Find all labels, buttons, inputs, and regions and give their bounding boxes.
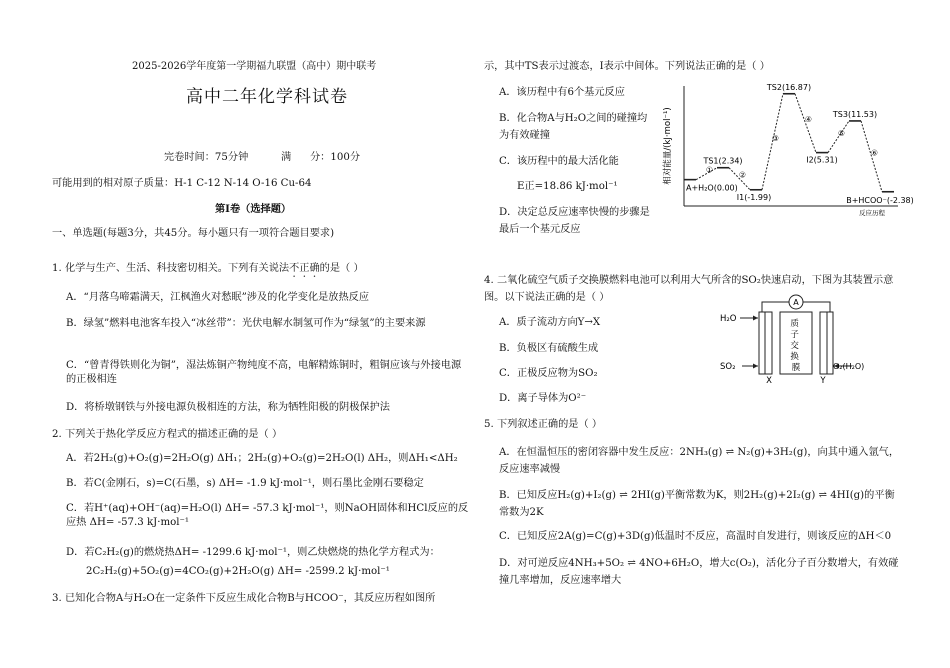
q4-option-b: B．负极区有硫酸生成 [499, 343, 599, 354]
chart-x-label: 反应历程 [859, 209, 885, 217]
q2-option-b: B．若C(金刚石，s)=C(石墨，s) ΔH= -1.9 kJ·mol⁻¹，则石墨比金刚石要稳定 [66, 478, 424, 489]
q2-option-a: A．若2H₂(g)+O₂(g)=2H₂O(g) ΔH₁；2H₂(g)+O₂(g)=2H₂O(l) ΔH₂，则ΔH₁<ΔH₂ [66, 453, 458, 464]
o2-label: O₂(H₂O) [833, 362, 865, 371]
so2-label: SO₂ [720, 362, 736, 372]
electrode-x-label: X [766, 376, 772, 386]
step-marker-2: ③ [771, 133, 780, 143]
section-heading: 第Ⅰ卷（选择题） [215, 203, 292, 215]
energy-label-4: Ⅰ2(5.31) [806, 155, 838, 165]
q3-option-b: B．化合物A与H₂O之间的碰撞均为有效碰撞 [499, 113, 648, 141]
q1-stem-b: 的是（ ） [319, 263, 364, 274]
q5-option-c: C．已知反应2A(g)=C(g)+3D(g)低温时不反应，高温时自发进行，则该反应的ΔH＜0 [499, 531, 892, 542]
electrode-x [759, 312, 765, 374]
energy-label-1: TS1(2.34) [703, 156, 743, 166]
q2-option-d-line1: D．若C₂H₂(g)的燃烧热ΔH= -1299.6 kJ·mol⁻¹，则乙炔燃烧的热化学方程式为： [66, 547, 440, 558]
q1-option-d: D．将桥墩钢铁与外接电源负极相连的方法，称为牺牲阳极的阴极保护法 [66, 402, 390, 413]
q3-stem-left: 3. 已知化合物A与H₂O在一定条件下反应生成化合物B与HCOO⁻，其反应历程如图所 [52, 593, 436, 604]
atomic-masses: 可能用到的相对原子质量：H-1 C-12 N-14 O-16 Cu-64 [52, 178, 312, 189]
chart-y-label: 相对能量/(kJ·mol⁻¹) [663, 107, 673, 185]
energy-label-2: Ⅰ1(-1.99) [736, 192, 772, 202]
q3-option-d: D．决定总反应速率快慢的步骤是最后一个基元反应 [499, 207, 650, 235]
ammeter-label: A [793, 298, 799, 307]
q2-stem: 2. 下列关于热化学反应方程式的描述正确的是（ ） [52, 429, 283, 440]
q2-option-d-line2: 2C₂H₂(g)+5O₂(g)=4CO₂(g)+2H₂O(g) ΔH= -2599.2 kJ·mol⁻¹ [86, 566, 390, 577]
section-instructions: 一、单选题(每题3分，共45分。每小题只有一项符合题目要求) [52, 228, 335, 239]
chamber-right [820, 312, 827, 374]
step-marker-4: ⑤ [837, 128, 846, 138]
q4-option-a: A．质子流动方向Y→X [499, 317, 601, 328]
q3-option-a: A．该历程中有6个基元反应 [499, 87, 625, 98]
h2o-arrowhead [753, 316, 758, 321]
q4-option-d: D．离子导体为O²⁻ [499, 393, 587, 404]
q5-stem: 5. 下列叙述正确的是（ ） [484, 419, 603, 430]
q1-stem-emph: 不正确 [289, 263, 320, 274]
electrode-y-label: Y [820, 376, 826, 386]
membrane-label: 质 子 交 换 膜 [790, 319, 801, 373]
score-label-a: 满 [281, 152, 292, 163]
energy-label-6: B+HCOO⁻(-2.38) [846, 195, 914, 205]
q5-option-a: A．在恒温恒压的密闭容器中发生反应：2NH₃(g) ⇌ N₂(g)+3H₂(g)，向其中通入氩气，反应速率减慢 [499, 447, 900, 475]
fuel-cell-diagram [718, 292, 878, 384]
q2-option-c: C．若H⁺(aq)+OH⁻(aq)=H₂O(l) ΔH= -57.3 kJ·mol⁻¹，则NaOH固体和HCl反应的反应热 ΔH= -57.3 kJ·mol⁻¹ [66, 503, 469, 528]
chamber-left [765, 312, 772, 374]
chart-marks [684, 83, 914, 205]
q4-stem: 4. 二氧化硫空气质子交换膜燃料电池可以利用大气所含的SO₂快速启动，下图为其装置示意图。以下说法正确的是（ ） [484, 275, 894, 303]
h2o-label: H₂O [720, 314, 737, 324]
step-marker-0: ① [705, 165, 714, 175]
q3-option-c-energy: E正=18.86 kJ·mol⁻¹ [517, 181, 618, 192]
exam-header-line: 2025-2026学年度第一学期福九联盟（高中）期中联考 [132, 61, 377, 72]
energy-label-5: TS3(11.53) [832, 109, 878, 119]
q4-option-c: C．正极反应物为SO₂ [499, 368, 598, 379]
page-title: 高中二年化学科试卷 [186, 87, 348, 107]
q5-option-b: B．已知反应H₂(g)+I₂(g) ⇌ 2HI(g)平衡常数为K，则2H₂(g)+2I₂(g) ⇌ 4HI(g)的平衡常数为2K [499, 490, 895, 518]
step-marker-3: ④ [804, 115, 813, 125]
time-label: 完卷时间：75分钟 [164, 152, 249, 163]
so2-arrowhead [753, 364, 758, 369]
q1-option-c: C．“曾青得铁则化为铜”，湿法炼铜产物纯度不高，电解精炼铜时，粗铜应该与外接电源的正极相连 [66, 360, 462, 385]
q1-stem [52, 262, 364, 280]
energy-profile-chart [662, 82, 914, 218]
step-marker-1: ② [738, 170, 747, 180]
q3-option-c: C．该历程中的最大活化能 [499, 156, 619, 167]
step-marker-5: ⑥ [870, 148, 879, 158]
score-label-b: 分：100分 [310, 152, 361, 163]
q5-option-d: D．对可逆反应4NH₃+5O₂ ⇌ 4NO+6H₂O，增大c(O₂)，活化分子百分数增大，有效碰撞几率增加，反应速率增大 [499, 558, 899, 586]
q1-option-a: A．“月落乌啼霜满天，江枫渔火对愁眠”涉及的化学变化是放热反应 [66, 292, 370, 303]
q1-stem-a: 1. 化学与生产、生活、科技密切相关。下列有关说法 [52, 263, 290, 274]
energy-label-0: A+H₂O(0.00) [686, 183, 738, 193]
q1-option-b: B．绿氢”燃料电池客车投入“冰丝带”：光伏电解水制氢可作为“绿氢”的主要来源 [66, 318, 426, 329]
energy-label-3: TS2(16.87) [766, 82, 812, 92]
q3-stem-right: 示，其中TS表示过渡态，Ⅰ表示中间体。下列说法正确的是（ ） [484, 61, 770, 72]
